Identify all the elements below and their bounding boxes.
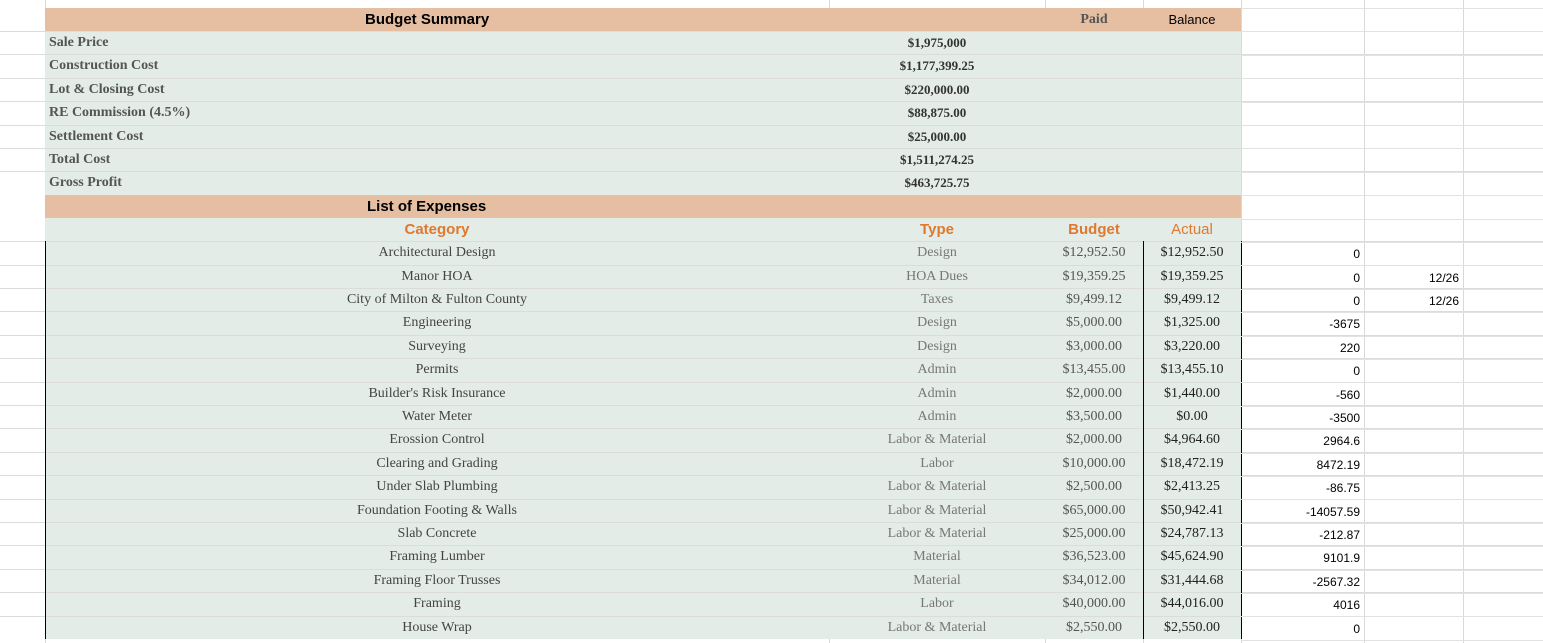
expense-category[interactable]: Manor HOA [401,268,473,284]
gridline [1241,242,1543,243]
summary-row [0,101,1543,124]
expense-type[interactable]: Material [913,572,961,588]
expense-actual[interactable]: $1,325.00 [1164,315,1220,331]
expense-difference[interactable]: 0 [1353,364,1360,379]
balance-header[interactable]: Balance [1168,12,1216,27]
expense-budget[interactable]: $65,000.00 [1062,502,1126,518]
expense-actual[interactable]: $3,220.00 [1164,338,1220,354]
summary-header-row [0,8,1543,31]
expense-actual[interactable]: $9,499.12 [1164,292,1220,307]
expense-row [0,592,1543,615]
expense-row [0,335,1543,358]
actual-header[interactable]: Actual [1171,220,1213,238]
expense-date[interactable] [1364,382,1463,405]
expense-budget[interactable]: $40,000.00 [1062,596,1126,612]
gridline [1241,593,1543,594]
expense-row [0,522,1543,545]
expense-actual[interactable]: $12,952.50 [1160,245,1224,261]
expense-row [0,405,1543,428]
expense-actual[interactable]: $19,359.25 [1160,268,1224,284]
category-header[interactable]: Category [404,220,470,238]
expense-category[interactable]: Framing [413,596,461,612]
expense-date[interactable] [1364,311,1463,334]
summary-title[interactable]: Budget Summary [365,11,490,28]
type-header[interactable]: Type [920,220,954,238]
expense-actual[interactable]: $4,964.60 [1164,432,1220,448]
summary-value[interactable]: $1,177,399.25 [899,58,975,74]
expense-budget[interactable]: $3,000.00 [1066,338,1122,354]
expense-date[interactable] [1364,592,1463,615]
gridline [1241,148,1543,149]
gridline [1241,312,1543,313]
summary-row [0,125,1543,148]
gridline [1241,336,1543,337]
expense-difference[interactable]: 0 [1353,294,1360,308]
expense-category[interactable]: Surveying [408,338,466,354]
expense-difference[interactable]: -14057.59 [1305,504,1360,519]
expense-budget[interactable]: $36,523.00 [1062,549,1126,565]
summary-value[interactable]: $88,875.00 [907,105,967,121]
expense-difference[interactable]: -3675 [1329,317,1360,332]
expense-category[interactable]: Foundation Footing & Walls [356,502,517,518]
expenses-column-headers [0,218,1543,241]
summary-row [0,54,1543,77]
expense-difference[interactable]: 0 [1353,621,1360,636]
expense-actual[interactable]: $18,472.19 [1160,455,1224,471]
gridline [1241,546,1543,547]
expense-date[interactable] [1364,475,1463,498]
expense-category[interactable]: Water Meter [402,409,472,424]
expense-type[interactable]: Material [913,549,961,565]
expense-category[interactable]: Erossion Control [389,432,485,448]
expense-difference[interactable]: 0 [1353,247,1360,262]
expense-row [0,545,1543,568]
expense-actual[interactable]: $45,624.90 [1160,549,1224,565]
gridline [1241,359,1543,360]
expense-date[interactable] [1364,499,1463,522]
expense-category[interactable]: Clearing and Grading [376,455,498,471]
expense-type[interactable]: Labor & Material [887,502,987,518]
expense-budget[interactable]: $3,500.00 [1066,409,1122,424]
expense-type[interactable]: Admin [917,409,957,424]
summary-value[interactable]: $25,000.00 [907,128,967,144]
expense-category[interactable]: Framing Lumber [389,549,485,565]
expense-difference[interactable]: 9101.9 [1323,551,1360,566]
expense-type[interactable]: HOA Dues [906,268,968,284]
expense-date[interactable] [1364,522,1463,545]
gridline [1241,453,1543,454]
expense-row [0,616,1543,639]
expense-row [0,499,1543,522]
expense-date[interactable] [1364,545,1463,568]
gridline [1241,78,1543,79]
expense-date[interactable] [1364,428,1463,451]
expense-budget[interactable]: $2,000.00 [1066,432,1122,448]
expense-budget[interactable]: $2,000.00 [1066,385,1122,401]
gridline [1241,8,1543,9]
expense-difference[interactable]: -86.75 [1325,481,1360,496]
summary-value[interactable]: $1,975,000 [907,35,967,50]
expense-row [0,569,1543,592]
expense-type[interactable]: Admin [917,385,957,401]
summary-label[interactable]: RE Commission (4.5%) [49,105,191,121]
summary-label[interactable]: Gross Profit [49,175,122,191]
expense-type[interactable]: Labor & Material [887,526,987,541]
summary-value[interactable]: $220,000.00 [904,81,970,97]
summary-label[interactable]: Total Cost [49,152,111,167]
expense-category[interactable]: Under Slab Plumbing [376,479,498,495]
expense-type[interactable]: Design [917,315,957,331]
expense-budget[interactable]: $13,455.00 [1062,362,1126,378]
expense-budget[interactable]: $19,359.25 [1062,268,1126,284]
expense-actual[interactable]: $2,550.00 [1164,619,1220,635]
gridline [1241,382,1543,383]
expense-category[interactable]: City of Milton & Fulton County [346,292,528,307]
gridline [1241,429,1543,430]
gridline [1241,499,1543,500]
gridline [1241,616,1543,617]
expenses-header-row [0,195,1543,218]
expense-type[interactable]: Labor & Material [887,479,987,495]
expense-difference[interactable]: 0 [1353,270,1360,285]
expense-category[interactable]: Builder's Risk Insurance [368,385,506,401]
paid-header[interactable]: Paid [1080,12,1108,27]
expense-difference[interactable]: 8472.19 [1316,457,1360,472]
summary-label[interactable]: Lot & Closing Cost [49,81,165,97]
expense-row [0,241,1543,264]
expense-row [0,428,1543,451]
expense-budget[interactable]: $5,000.00 [1066,315,1122,331]
expense-date[interactable] [1364,358,1463,381]
expense-type[interactable]: Taxes [920,292,954,307]
expense-type[interactable]: Labor [920,596,954,612]
expense-category[interactable]: Slab Concrete [397,526,477,541]
expense-date[interactable] [1364,569,1463,592]
expense-row [0,311,1543,334]
expense-type[interactable]: Labor & Material [887,432,987,448]
expense-date[interactable] [1364,405,1463,428]
summary-label[interactable]: Sale Price [49,35,109,50]
expense-date[interactable]: 12/26 [1428,270,1459,285]
expense-actual[interactable]: $2,413.25 [1164,479,1220,495]
expense-category[interactable]: Permits [415,362,459,378]
gridline [1241,523,1543,524]
expense-date[interactable]: 12/26 [1428,294,1459,308]
expense-budget[interactable]: $2,500.00 [1066,479,1122,495]
expense-category[interactable]: House Wrap [402,619,472,635]
summary-value[interactable]: $1,511,274.25 [899,152,975,167]
gridline [1241,289,1543,290]
expense-difference[interactable]: -212.87 [1319,528,1360,542]
budget-header[interactable]: Budget [1068,220,1120,238]
summary-row [0,31,1543,54]
expense-category[interactable]: Engineering [402,315,472,331]
expense-difference[interactable]: -3500 [1329,411,1360,425]
expense-budget[interactable]: $10,000.00 [1062,455,1126,471]
expense-budget[interactable]: $34,012.00 [1062,572,1126,588]
expense-row [0,358,1543,381]
expense-actual[interactable]: $0.00 [1176,409,1208,424]
expense-category[interactable]: Architectural Design [378,245,496,261]
gridline [1241,570,1543,571]
expense-row [0,288,1543,311]
expense-row [0,475,1543,498]
summary-row [0,148,1543,171]
expense-actual[interactable]: $44,016.00 [1160,596,1224,612]
gridline [1241,406,1543,407]
gridline [1241,195,1543,196]
expense-actual[interactable]: $13,455.10 [1160,362,1224,378]
expense-row [0,382,1543,405]
gridline [1241,31,1543,32]
expense-actual[interactable]: $31,444.68 [1160,572,1224,588]
expense-actual[interactable]: $50,942.41 [1160,502,1224,518]
expense-date[interactable] [1364,452,1463,475]
summary-label[interactable]: Construction Cost [49,58,159,74]
gridline [1241,265,1543,266]
gridline [1241,640,1543,641]
expense-row [0,452,1543,475]
expense-date[interactable] [1364,335,1463,358]
expense-budget[interactable]: $9,499.12 [1066,292,1122,307]
gridline [1241,102,1543,103]
expense-budget[interactable]: $12,952.50 [1062,245,1126,261]
summary-row [0,171,1543,194]
expense-difference[interactable]: -2567.32 [1312,574,1360,589]
gridline [1241,172,1543,173]
expense-difference[interactable]: 4016 [1333,598,1360,613]
expense-difference[interactable]: 220 [1339,340,1360,355]
expense-type[interactable]: Design [917,338,957,354]
gridline [1241,125,1543,126]
summary-value[interactable]: $463,725.75 [904,175,970,191]
expense-type[interactable]: Design [917,245,957,261]
expense-type[interactable]: Labor & Material [887,619,987,635]
expense-difference[interactable]: -560 [1335,387,1360,402]
summary-row [0,78,1543,101]
summary-label[interactable]: Settlement Cost [49,128,144,144]
gridline [1241,55,1543,56]
expense-budget[interactable]: $25,000.00 [1062,526,1126,541]
expense-actual[interactable]: $1,440.00 [1164,385,1220,401]
expense-date[interactable] [1364,616,1463,639]
expense-budget[interactable]: $2,550.00 [1066,619,1122,635]
expense-actual[interactable]: $24,787.13 [1160,526,1224,541]
expense-date[interactable] [1364,241,1463,264]
expense-difference[interactable]: 2964.6 [1323,434,1360,449]
gridline [1241,219,1543,220]
expense-category[interactable]: Framing Floor Trusses [373,572,501,588]
gridline [1241,476,1543,477]
expense-row [0,265,1543,288]
expense-type[interactable]: Labor [920,455,954,471]
expense-type[interactable]: Admin [917,362,957,378]
expenses-title[interactable]: List of Expenses [367,197,487,215]
